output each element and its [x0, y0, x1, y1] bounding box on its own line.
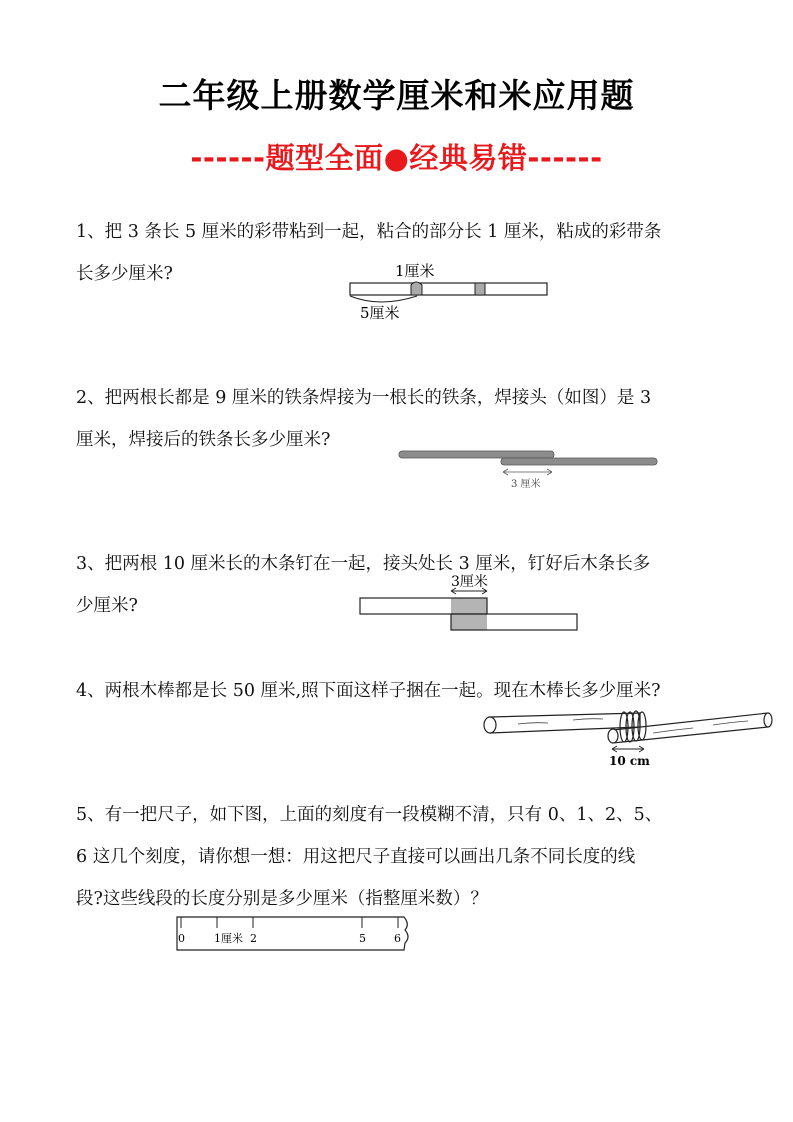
question-2-figure [395, 445, 665, 499]
page-subtitle: ------题型全面●经典易错------ [190, 141, 603, 175]
question-4-line-1: 4、两根木棒都是长 50 厘米,照下面这样子捆在一起。现在木棒长多少厘米? [76, 681, 661, 701]
question-2-line-2: 厘米，焊接后的铁条长多少厘米? [76, 430, 331, 450]
ruler-body [177, 917, 408, 950]
question-5-line-1: 5、有一把尺子，如下图，上面的刻度有一段模糊不清，只有 0、1、2、5、 [76, 805, 663, 825]
iron-bar-diagram [395, 445, 665, 495]
tick-label-0: 0 [178, 932, 185, 945]
question-1-figure [345, 256, 555, 330]
question-5-line-3: 段?这些线段的长度分别是多少厘米（指整厘米数）？ [76, 889, 488, 909]
label-5cm: 5厘米 [360, 304, 400, 322]
question-2-line-1: 2、把两根长都是 9 厘米的铁条焊接为一根长的铁条，焊接头（如图）是 3 [76, 388, 652, 408]
tick-label-1: 1厘米 [214, 932, 243, 945]
iron-bar-2 [501, 458, 657, 465]
question-5-line-2: 6 这几个刻度，请你想一想：用这把尺子直接可以画出几条不同长度的线 [76, 847, 636, 867]
tick-label-5: 5 [359, 932, 366, 945]
question-5 [76, 794, 726, 920]
stick-2-end [764, 713, 772, 727]
label-3cm: 3厘米 [451, 574, 488, 590]
tick-label-2: 2 [250, 932, 257, 945]
overlap-2 [475, 283, 485, 295]
question-3-line-2: 少厘米? [76, 596, 138, 616]
tick-label-6: 6 [394, 932, 401, 945]
page-title: 二年级上册数学厘米和米应用题 [158, 76, 635, 115]
stick-2-start [608, 729, 618, 743]
wooden-sticks-diagram [478, 705, 778, 770]
brace-5cm [350, 296, 417, 302]
question-4-figure [478, 705, 778, 774]
label-1cm: 1厘米 [395, 262, 435, 280]
question-3-figure [355, 570, 585, 639]
wood-strip-diagram [355, 570, 585, 635]
question-1-line-2: 长多少厘米? [76, 264, 173, 284]
label-3cm: 3 厘米 [511, 479, 541, 490]
iron-bar-1 [399, 451, 554, 458]
ribbon-strip [350, 283, 547, 295]
overlap-1 [411, 282, 422, 295]
question-3-line-1: 3、把两根 10 厘米长的木条钉在一起，接头处长 3 厘米，钉好后木条长多 [76, 554, 651, 574]
stick-1-end [484, 717, 496, 733]
question-5-figure [172, 912, 422, 961]
ribbon-diagram [345, 256, 555, 326]
ruler-diagram [172, 912, 422, 957]
question-1-line-1: 1、把 3 条长 5 厘米的彩带粘到一起，粘合的部分长 1 厘米，粘成的彩带条 [76, 222, 662, 242]
label-10cm: 10 cm [609, 754, 650, 768]
